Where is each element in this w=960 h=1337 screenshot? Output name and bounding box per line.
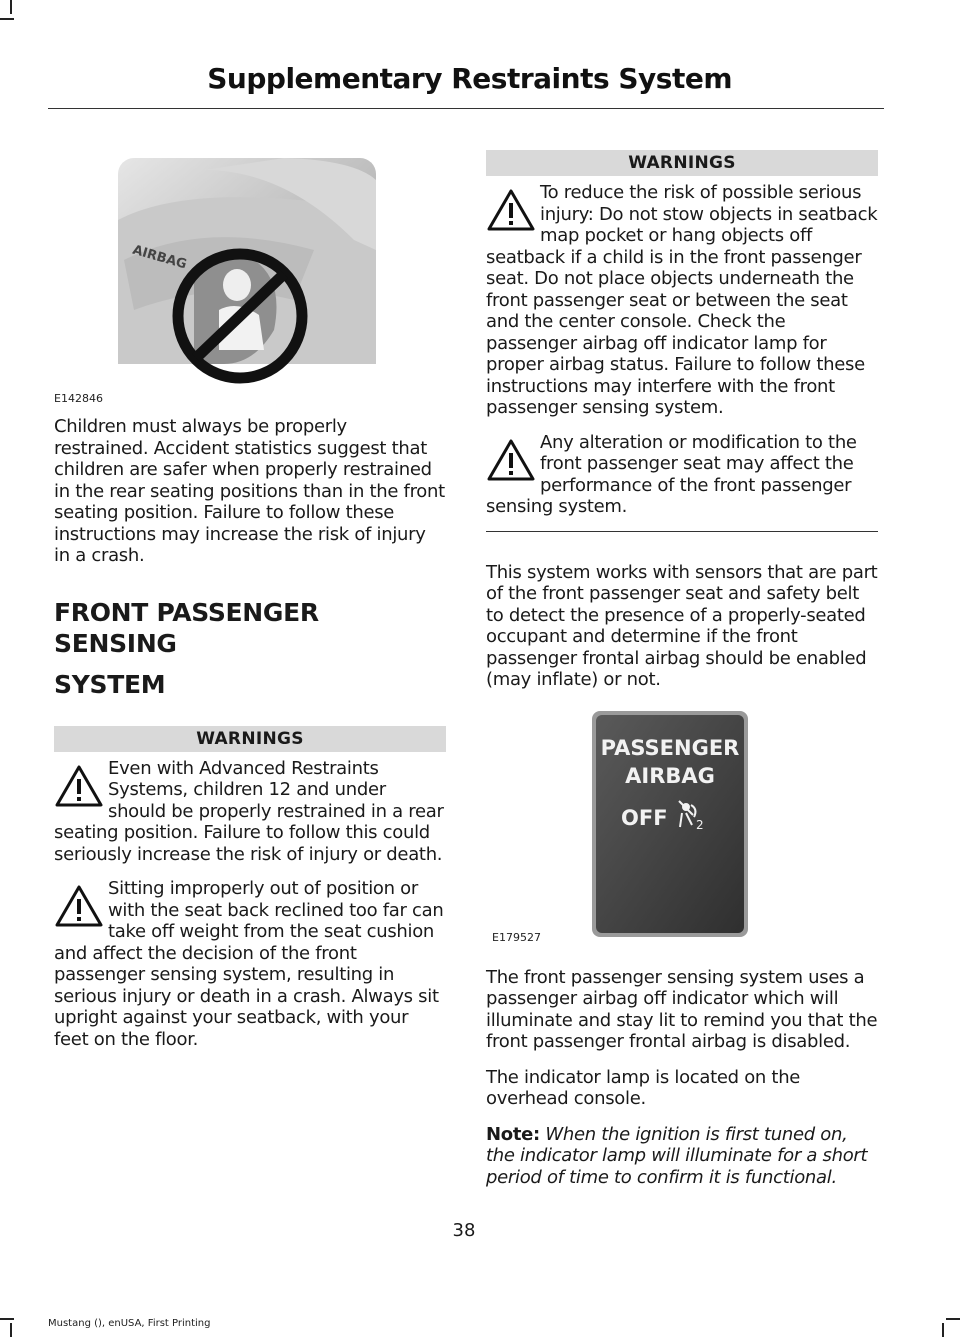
indicator-description: The front passenger sensing system uses a passenger airbag off indicator which will illuminate and stay lit to remind you that the front passenger frontal airbag is disabled.: [486, 966, 878, 1052]
crop-mark: [942, 1323, 944, 1337]
indicator-figure: [486, 709, 878, 949]
warning-text: Sitting improperly out of position or with the seat back reclined too far can take off weight from the seat cushion and affect the decision of the front passenger sensing system, resulting in serious injury or death in a crash. Always sit upright against your seatback, with your feet on the floor.: [54, 878, 444, 1050]
warning-text: Even with Advanced Restraints Systems, children 12 and under should be properly restrained in a rear seating position. Failure to follow this could seriously increase the risk of injury or death.: [54, 757, 444, 865]
airbag-text: AIRBAG: [130, 242, 189, 273]
crop-mark: [946, 1318, 960, 1320]
child-seat-figure: [54, 150, 446, 405]
warnings-divider: [486, 531, 878, 532]
warning-triangle-icon: [486, 188, 536, 232]
page-title: Supplementary Restraints System: [207, 62, 732, 95]
note-label: Note:: [486, 1123, 540, 1145]
warning-item: [54, 758, 446, 866]
footer-text: Mustang (), enUSA, First Printing: [48, 1318, 211, 1329]
child-seat-illustration: [54, 150, 446, 400]
figure-label: E142846: [54, 392, 103, 405]
note-text: When the ignition is first tuned on, the indicator lamp will illuminate for a short period of time to confirm it is functional.: [486, 1123, 868, 1188]
crop-mark: [0, 1318, 14, 1320]
lamp-location: The indicator lamp is located on the overhead console.: [486, 1066, 801, 1109]
intro-paragraph: Children must always be properly restrained. Accident statistics suggest that children are safer when properly restrained in the rear seating positions than in the front seating position. Failure to follow these instructions may increase the risk of injury in a crash.: [54, 416, 445, 566]
indicator-line3: OFF: [621, 805, 668, 830]
section-heading-line1: FRONT PASSENGER SENSING: [54, 597, 319, 658]
crop-mark: [0, 18, 14, 20]
svg-text:2: 2: [696, 817, 704, 832]
warning-item: [54, 878, 446, 1050]
warning-text: Any alteration or modification to the front passenger seat may affect the performance of the front passenger sensing system.: [486, 431, 857, 517]
indicator-line2: AIRBAG: [625, 763, 715, 788]
right-column: [486, 150, 878, 1202]
passenger-airbag-off-indicator: [486, 709, 878, 949]
figure-label: E179527: [492, 930, 541, 944]
warnings-title: WARNINGS: [54, 726, 446, 752]
page-number: 38: [452, 1220, 476, 1241]
warning-item: [486, 182, 878, 419]
warning-triangle-icon: [54, 884, 104, 928]
section-heading: [54, 597, 446, 700]
warnings-title: WARNINGS: [486, 150, 878, 176]
indicator-line1: PASSENGER: [600, 735, 740, 760]
warning-item: [486, 432, 878, 518]
page-header: [48, 52, 884, 109]
section-heading-line2: SYSTEM: [54, 669, 166, 699]
note-paragraph: [486, 1124, 878, 1189]
system-description: This system works with sensors that are part of the front passenger seat and safety belt to detect the presence of a properly-seated occupant and determine if the front passenger frontal airbag should be enabled (may inflate) or not.: [486, 561, 878, 690]
warning-triangle-icon: [54, 764, 104, 808]
crop-mark: [10, 0, 12, 14]
warning-text: To reduce the risk of possible serious injury: Do not stow objects in seatback map pocket or hang objects off seatback if a child is in the front passenger seat. Do not place objects underneath the front passenger seat or between the seat and the center console. Check the passenger airbag off indicator lamp for proper airbag status. Failure to follow these instructions may interfere with the front passenger sensing system.: [486, 182, 878, 418]
crop-mark: [10, 1323, 12, 1337]
warning-triangle-icon: [486, 438, 536, 482]
left-column: [54, 150, 446, 1063]
